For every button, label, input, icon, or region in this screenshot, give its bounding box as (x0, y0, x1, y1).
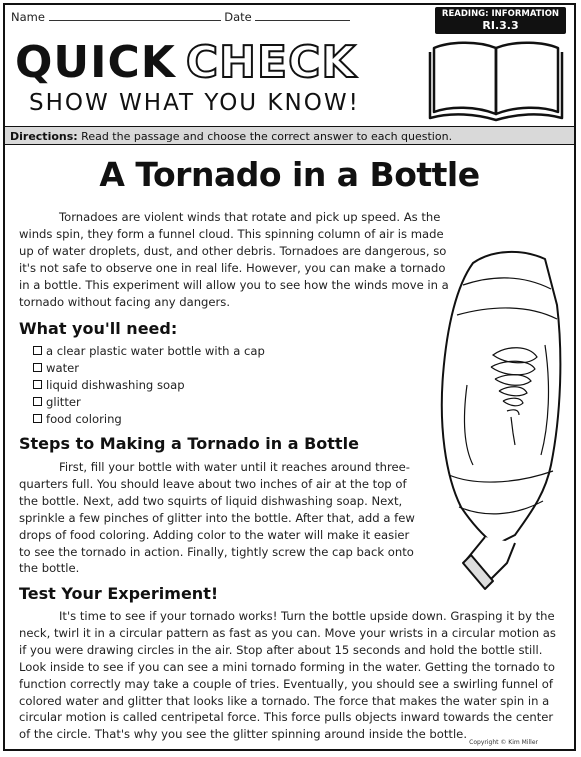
checkbox-icon (33, 346, 42, 355)
date-label: Date (224, 10, 252, 24)
checkbox-icon (33, 363, 42, 372)
date-field-line (255, 9, 350, 21)
list-item-label: a clear plastic water bottle with a cap (46, 344, 265, 358)
copyright-text: Copyright © Kim Miller (469, 739, 538, 746)
worksheet-page (3, 3, 576, 751)
quick-word: QUICK (15, 37, 176, 88)
list-item (33, 394, 265, 411)
checkbox-icon (33, 380, 42, 389)
steps-heading: Steps to Making a Tornado in a Bottle (19, 434, 359, 453)
list-item-label: glitter (46, 395, 81, 409)
badge-category: READING: INFORMATION (441, 9, 560, 19)
tornado-bottle-illustration (433, 245, 573, 595)
checkbox-icon (33, 414, 42, 423)
name-label: Name (11, 10, 45, 24)
list-item (33, 377, 265, 394)
test-paragraph: It's time to see if your tornado works! Turn the bottle upside down. Grasping it by the neck, twirl it in a circular pattern as fast as you can. Move your wrists in a circular motion as if you were drawing circles in the air. Stop after about 15 seconds and hold the bottle still. Look inside to see if you can see a mini tornado forming in the water. Getting the tornado to function correctly may take a couple of tries. Eventually, you should see a swirling funnel of colored water and glitter that looks like a tornado. The force that makes the water spin in a circular motion is called centripetal force. This force pulls objects inward towards the center of the circle. That's why you see the glitter spinning around inside the bottle. (19, 609, 556, 742)
list-item (33, 343, 265, 360)
standard-badge (435, 7, 566, 34)
list-item-label: liquid dishwashing soap (46, 378, 185, 392)
materials-list (33, 343, 265, 428)
name-field-line (49, 9, 221, 21)
badge-standard: RI.3.3 (482, 19, 519, 32)
check-word: CHECK (185, 37, 357, 88)
steps-paragraph: First, fill your bottle with water until it reaches around three-quarters full. You should leave about two inches of air at the top of the bottle. Next, add two squirts of liquid dishwashing soap. Next, sprinkle a few pinches of glitter into the bottle. After that, add a few drops of food coloring. Adding color to the water will make it easier to see the tornado in action. Finally, tightly screw the cap back onto the bottle. (19, 460, 415, 576)
checkbox-icon (33, 397, 42, 406)
open-book-icon (426, 38, 566, 124)
directions-text: Read the passage and choose the correct answer to each question. (77, 130, 453, 143)
list-item-label: food coloring (46, 412, 122, 426)
directions-bar (5, 126, 574, 145)
list-item (33, 360, 265, 377)
subtitle: SHOW WHAT YOU KNOW! (29, 90, 360, 116)
intro-paragraph: Tornadoes are violent winds that rotate and pick up speed. As the winds spin, they form a funnel cloud. This spinning column of air is made up of water droplets, dust, and other debris. Tornadoes are dangerous, so it's not safe to observe one in real life. However, you can make a tornado in a bottle. This experiment will allow you to see how the winds move in a tornado without facing any dangers. (19, 210, 449, 309)
need-heading: What you'll need: (19, 319, 178, 338)
list-item (33, 411, 265, 428)
passage-title: A Tornado in a Bottle (99, 155, 480, 194)
test-heading: Test Your Experiment! (19, 584, 219, 603)
quick-check-title (15, 37, 357, 88)
list-item-label: water (46, 361, 80, 375)
name-date-fields (11, 9, 350, 24)
directions-label: Directions: (10, 130, 78, 143)
